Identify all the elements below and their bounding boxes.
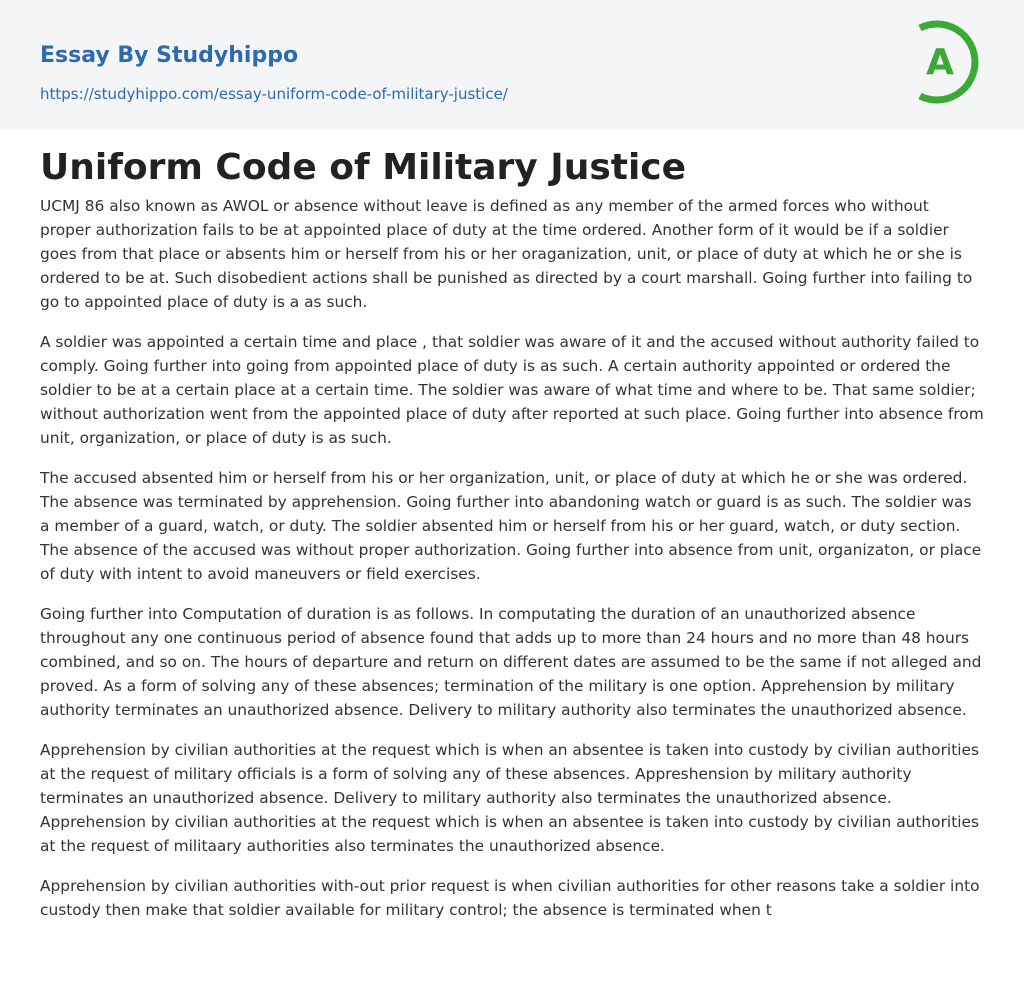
essay-paragraph: Going further into Computation of duration is as follows. In computating the duration of an unauthorized absence throughout any one continuous period of absence found that adds up to more than 24 hours and no more than 48 hours combined, and so on. The hours of departure and return on different dates are assumed to be the same if not alleged and proved. As a form of solving any of these absences; termination of the military is one option. Apprehension by military authority terminates an unauthorized absence. Delivery to military authority also terminates the unauthorized absence. [40,605,982,719]
essay-body [40,194,984,938]
essay-paragraph: The accused absented him or herself from his or her organization, unit, or place of duty at which he or she was ordered. The absence was terminated by apprehension. Going further into abandoning watch or guard is as such. The soldier was a member of a guard, watch, or duty. The soldier absented him or herself from his or her guard, watch, or duty section. The absence of the accused was without proper authorization. Going further into absence from unit, organizaton, or place of duty with intent to avoid maneuvers or field exercises. [40,469,982,583]
essay-url-link[interactable]: https://studyhippo.com/essay-uniform-code-of-military-justice/ [40,85,508,103]
essay-paragraph: Apprehension by civilian authorities at the request which is when an absentee is taken into custody by civilian authorities at the request of military officials is a form of solving any of these absences. Appreshension by military authority terminates an unauthorized absence. Delivery to military authority also terminates the unauthorized absence. Apprehension by civilian authorities at the request which is when an absentee is taken into custody by civilian authorities at the request of militaary authorities also terminates the unauthorized absence. [40,741,980,855]
essay-paragraph: A soldier was appointed a certain time and place , that soldier was aware of it and the accused without authority failed to comply. Going further into going from appointed place of duty is as such. A certain authority appointed or ordered the soldier to be at a certain place at a certain time. The soldier was aware of what time and where to be. That same soldier; without authorization went from the appointed place of duty after reported at such place. Going further into absence from unit, organization, or place of duty is as such. [40,333,984,447]
logo-letter: A [926,42,954,83]
essay-paragraph: Apprehension by civilian authorities with-out prior request is when civilian authorities for other reasons take a soldier into custody then make that soldier available for military control; the absence is terminated when t [40,877,980,919]
site-brand[interactable]: Essay By Studyhippo [40,43,299,68]
essay-paragraph: UCMJ 86 also known as AWOL or absence without leave is defined as any member of the armed forces who without proper authorization fails to be at appointed place of duty at the time ordered. Another form of it would be if a soldier goes from that place or absents him or herself from his or her oraganization, unit, or place of duty at which he or she is ordered to be at. Such disobedient actions shall be punished as directed by a court marshall. Going further into failing to go to appointed place of duty is a as such. [40,197,973,311]
studyhippo-logo[interactable] [908,16,988,108]
essay-title: Uniform Code of Military Justice [40,147,687,188]
